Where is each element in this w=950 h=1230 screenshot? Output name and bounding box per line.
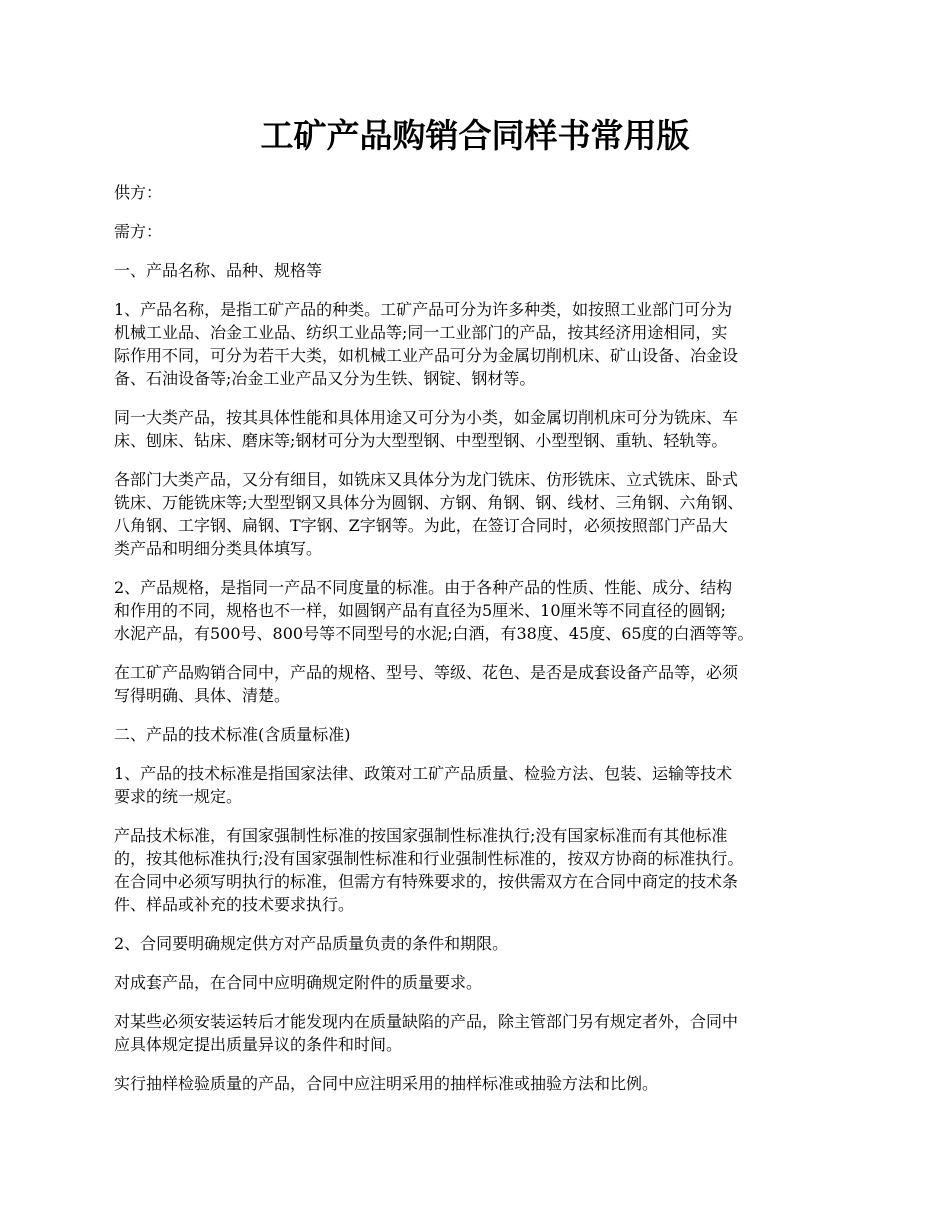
paragraph-technical-standard: 1、产品的技术标准是指国家法律、政策对工矿产品质量、检验方法、包装、运输等技术 要求的统一规定。: [114, 764, 733, 806]
paragraph-quality-terms: 2、合同要明确规定供方对产品质量负责的条件和期限。: [114, 934, 509, 953]
paragraph-detail-items: 各部门大类产品，又分有细目，如铣床又具体分为龙门铣床、仿形铣床、立式铣床、卧式 铣床、万能铣床等;大型型钢又具体分为圆钢、方钢、角钢、钢、线材、三角钢、六角钢、 八角钢、工字钢、扁钢、T字钢、Z字钢等。为此，在签订合同时，必须按照部门产品大 类产品和明细分类具体填写。: [114, 470, 744, 558]
paragraph-sampling-inspection: 实行抽样检验质量的产品，合同中应注明采用的抽样标准或抽验方法和比例。: [114, 1074, 659, 1093]
party-supplier-line: 供方：: [114, 183, 163, 202]
section-heading-product-name: 一、产品名称、品种、规格等: [114, 261, 323, 280]
paragraph-spec-requirement: 在工矿产品购销合同中，产品的规格、型号、等级、花色、是否是成套设备产品等，必须 写得明确、具体、清楚。: [114, 663, 739, 705]
document-title: 工矿产品购销合同样书常用版: [260, 116, 690, 155]
paragraph-installation-defects: 对某些必须安装运转后才能发现内在质量缺陷的产品，除主管部门另有规定者外，合同中 应具体规定提出质量异议的条件和时间。: [114, 1012, 739, 1054]
paragraph-product-spec: 2、产品规格，是指同一产品不同度量的标准。由于各种产品的性质、性能、成分、结构 和作用的不同，规格也不一样，如圆钢产品有直径为5厘米、10厘米等不同直径的圆钢; 水泥产品，有500号、800号等不同型号的水泥;白酒，有38度、45度、65度的白酒等等。: [114, 578, 754, 643]
paragraph-subcategories: 同一大类产品，按其具体性能和具体用途又可分为小类，如金属切削机床可分为铣床、车 床、刨床、钻床、磨床等;钢材可分为大型型钢、中型型钢、小型型钢、重轨、轻轨等。: [114, 408, 739, 450]
paragraph-standard-execution: 产品技术标准，有国家强制性标准的按国家强制性标准执行;没有国家标准而有其他标准 的，按其他标准执行;没有国家强制性标准和行业强制性标准的，按双方协商的标准执行。 在合同中必须写明执行的标准，但需方有特殊要求的，按供需双方在合同中商定的技术条 件、样品或补充的技术要求执行。: [114, 826, 744, 914]
party-buyer-line: 需方：: [114, 222, 163, 241]
document-body: [114, 181, 850, 1111]
paragraph-product-name: 1、产品名称，是指工矿产品的种类。工矿产品可分为许多种类，如按照工业部门可分为 机械工业品、冶金工业品、纺织工业品等;同一工业部门的产品，按其经济用途相同，实 际作用不同，可分为若干大类，如机械工业产品可分为金属切削机床、矿山设备、冶金设 备、石油设备等;冶金工业产品又分为生铁、钢锭、钢材等。: [114, 300, 739, 388]
section-heading-technical-standard: 二、产品的技术标准(含质量标准): [114, 725, 351, 744]
paragraph-complete-sets: 对成套产品，在合同中应明确规定附件的质量要求。: [114, 973, 483, 992]
